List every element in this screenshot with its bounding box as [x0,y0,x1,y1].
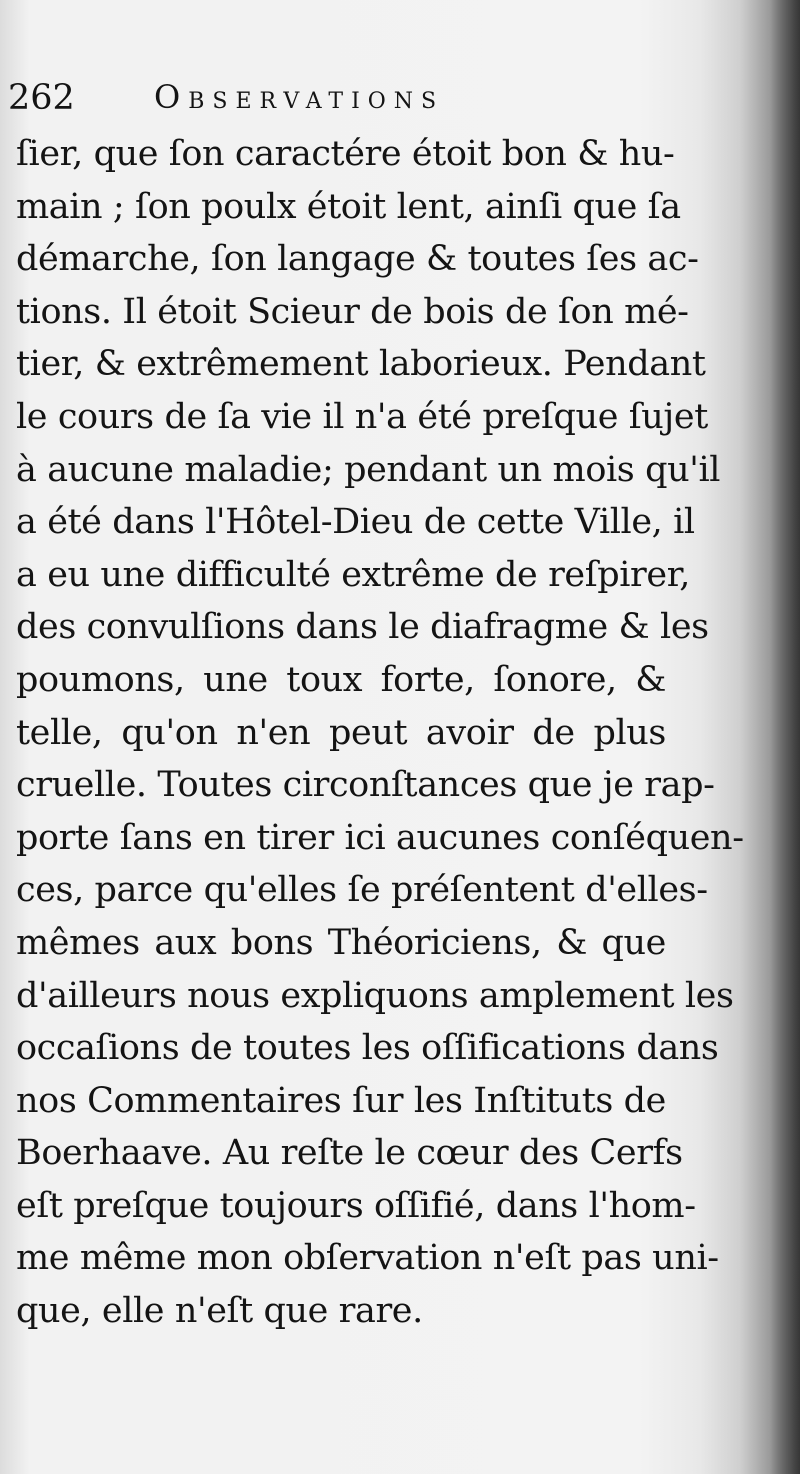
text-line: tier, & extrêmement laborieux. Pendant [16,344,706,385]
running-title: Observations [154,78,445,116]
text-line: cruelle. Toutes circonſtances que je rap- [16,765,715,806]
text-line: a été dans l'Hôtel-Dieu de cette Ville, il [16,502,695,543]
text-line: d'ailleurs nous expliquons amplement les [16,975,734,1016]
text-line: occaſions de toutes les oſſifications dans [16,1028,719,1069]
page-header [8,74,648,124]
text-line: poumons, une toux forte, ſonore, & [16,659,666,700]
text-line: Boerhaave. Au reſte le cœur des Cerfs [16,1133,683,1174]
page-number: 262 [8,78,75,118]
text-line: mêmes aux bons Théoriciens, & que [16,922,666,963]
text-line: eſt preſque toujours oſſifié, dans l'hom- [16,1185,696,1226]
text-line: a eu une difficulté extrême de reſpirer, [16,554,690,595]
text-line: ces, parce qu'elles ſe préſentent d'elles- [16,870,708,911]
text-line: à aucune maladie; pendant un mois qu'il [16,449,721,490]
text-line: démarche, ſon langage & toutes ſes ac- [16,239,699,280]
text-line: tions. Il étoit Scieur de bois de ſon mé- [16,291,689,332]
text-line: nos Commentaires ſur les Inſtituts de [16,1080,666,1121]
body-text [16,128,744,1338]
text-line: me même mon obſervation n'eſt pas uni- [16,1238,719,1279]
text-line: des convulſions dans le diafragme & les [16,607,709,648]
text-line: ſier, que ſon caractére étoit bon & hu- [16,134,675,174]
text-line: telle, qu'on n'en peut avoir de plus [16,712,666,753]
gutter-shadow [770,0,800,1474]
text-line: le cours de ſa vie il n'a été preſque ſujet [16,396,708,437]
text-line: main ; ſon poulx étoit lent, ainſi que ſa [16,186,681,227]
text-line: porte ſans en tirer ici aucunes conſéquen- [16,817,744,858]
text-line-last: que, elle n'eſt que rare. [16,1291,423,1332]
